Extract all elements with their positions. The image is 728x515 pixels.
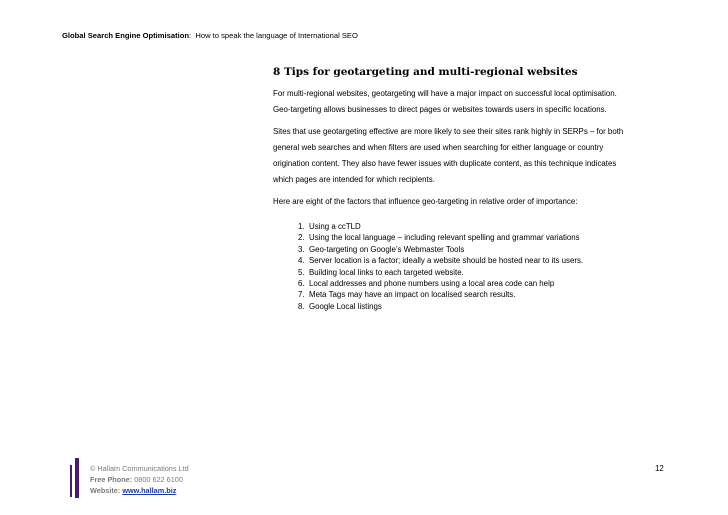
list-item-number: 3. bbox=[298, 244, 305, 254]
footer-website bbox=[90, 485, 189, 496]
page-number: 12 bbox=[655, 464, 664, 473]
phone-value: 0800 622 6100 bbox=[134, 475, 183, 484]
list-item-text: Using the local language – including relevant spelling and grammar variations bbox=[309, 233, 580, 243]
benefits-line-3: origination content. They also have fewer issues with duplicate content, as this technique indicates bbox=[273, 159, 617, 168]
list-item-number: 1. bbox=[298, 222, 305, 231]
header-subtitle: How to speak the language of International SEO bbox=[195, 31, 358, 40]
intro-line-2: Geo-targeting allows businesses to direct pages or websites towards users in specific locations. bbox=[273, 105, 607, 114]
list-item bbox=[273, 244, 673, 255]
header-separator: : bbox=[189, 31, 192, 40]
list-item-text: Local addresses and phone numbers using a local area code can help bbox=[309, 279, 555, 289]
list-item-text: Building local links to each targeted website. bbox=[309, 267, 464, 277]
list-item bbox=[273, 255, 673, 266]
phone-label: Free Phone: bbox=[90, 475, 133, 484]
list-item-text: Meta Tags may have an impact on localised search results. bbox=[309, 290, 516, 300]
list-item bbox=[273, 221, 673, 232]
list-item bbox=[273, 301, 673, 312]
list-item-text: Using a ccTLD bbox=[309, 222, 361, 231]
footer-copyright: © Hallam Communications Ltd bbox=[90, 464, 189, 473]
brand-logo-bar-thick bbox=[75, 458, 79, 498]
list-item-number: 2. bbox=[298, 233, 305, 243]
list-item bbox=[273, 232, 673, 243]
list-item-text: Server location is a factor; ideally a website should be hosted near to its users. bbox=[309, 256, 584, 266]
list-item-number: 6. bbox=[298, 279, 305, 289]
benefits-paragraph bbox=[273, 124, 673, 188]
brand-logo-bar-thin bbox=[70, 465, 72, 497]
list-item bbox=[273, 267, 673, 278]
benefits-line-4: which pages are intended for which recipients. bbox=[273, 175, 435, 184]
list-item-number: 8. bbox=[298, 301, 305, 311]
header-title: Global Search Engine Optimisation bbox=[62, 31, 190, 40]
list-item-text: Geo-targeting on Google’s Webmaster Tools bbox=[309, 244, 465, 254]
intro-line-1: For multi-regional websites, geotargeting will have a major impact on successful local optimisation. bbox=[273, 89, 617, 98]
list-item bbox=[273, 289, 673, 300]
website-link[interactable]: www.hallam.biz bbox=[122, 486, 177, 495]
list-item-number: 7. bbox=[298, 290, 305, 300]
benefits-line-2: general web searches and when filters are used when searching for either language or country bbox=[273, 143, 604, 152]
document-header bbox=[62, 31, 358, 40]
footer-phone bbox=[90, 474, 189, 485]
main-content bbox=[273, 66, 673, 312]
list-item-number: 4. bbox=[298, 256, 305, 266]
list-item-number: 5. bbox=[298, 267, 305, 277]
website-label: Website: bbox=[90, 486, 121, 495]
benefits-line-1: Sites that use geotargeting effective are more likely to see their sites rank highly in SERPs – for both bbox=[273, 127, 624, 136]
footer-contact bbox=[90, 463, 189, 496]
intro-paragraph bbox=[273, 86, 673, 118]
list-item-text: Google Local listings bbox=[309, 301, 382, 311]
factors-list bbox=[273, 221, 673, 312]
factors-intro: Here are eight of the factors that influence geo-targeting in relative order of importance: bbox=[273, 197, 578, 206]
list-item bbox=[273, 278, 673, 289]
section-title: 8 Tips for geotargeting and multi-regional websites bbox=[273, 66, 578, 78]
